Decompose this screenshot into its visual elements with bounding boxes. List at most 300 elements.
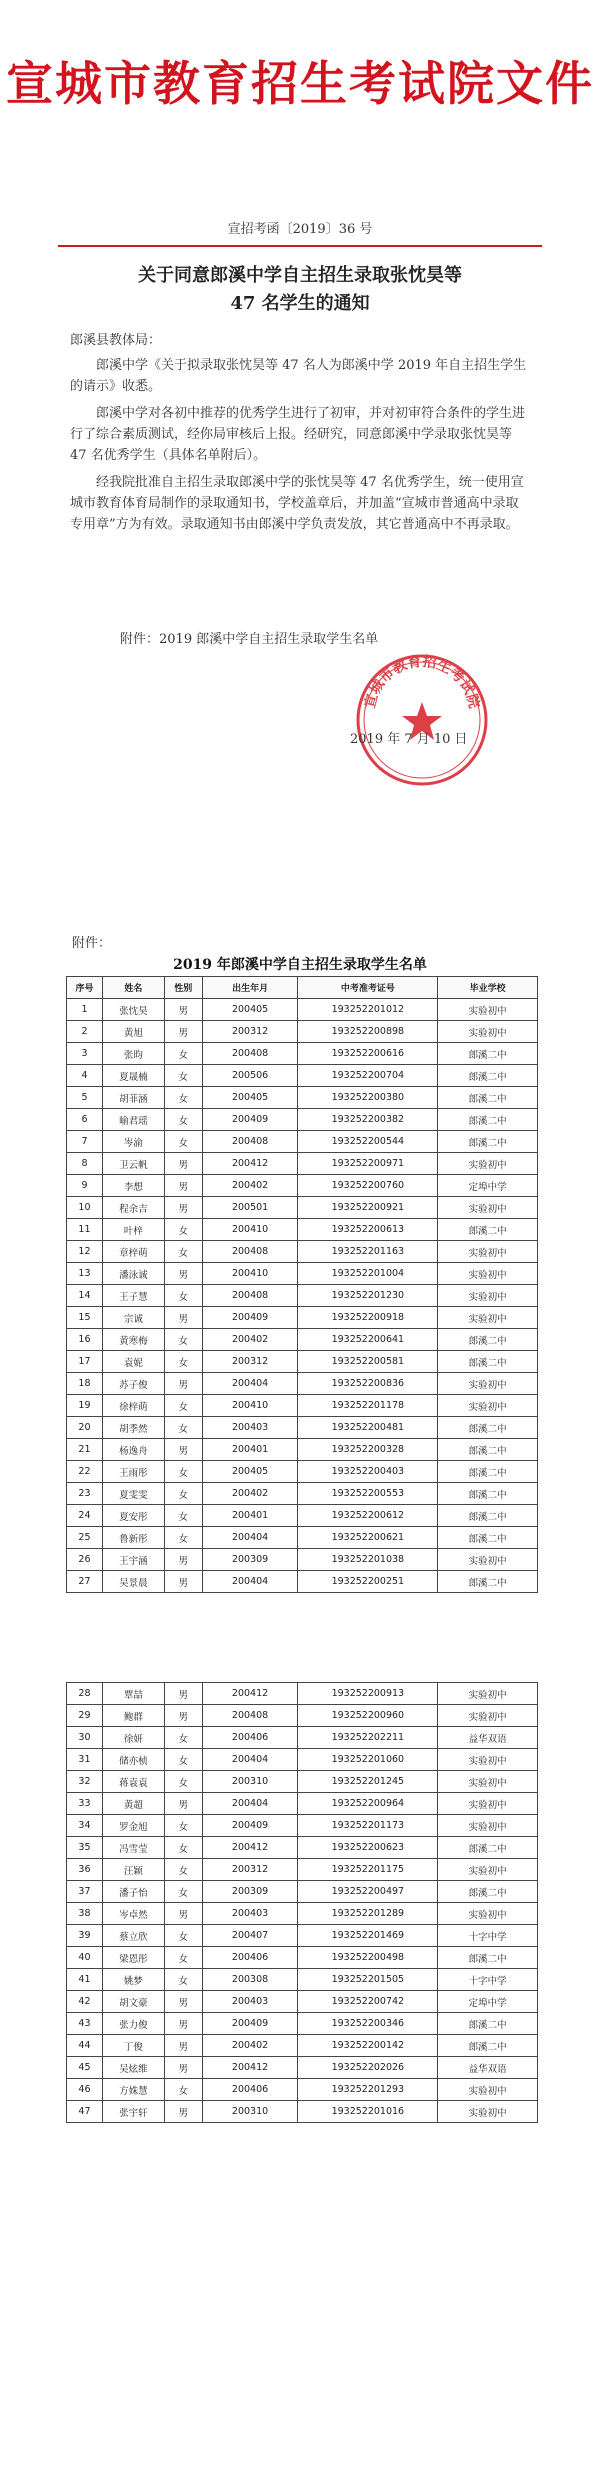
- cell-name: 李想: [102, 1175, 164, 1197]
- cell-name: 胡季然: [102, 1417, 164, 1439]
- cell-name: 程余吉: [102, 1197, 164, 1219]
- cell-school: 十字中学: [438, 1925, 538, 1947]
- cell-seq: 4: [67, 1065, 103, 1087]
- cell-birth: 200404: [202, 1749, 298, 1771]
- cell-birth: 200406: [202, 1947, 298, 1969]
- cell-birth: 200403: [202, 1991, 298, 2013]
- table-row: [67, 1925, 538, 1947]
- cell-name: 姚梦: [102, 1969, 164, 1991]
- table-row: [67, 1285, 538, 1307]
- cell-name: 杨逸舟: [102, 1439, 164, 1461]
- cell-birth: 200409: [202, 1307, 298, 1329]
- cell-name: 张宇轩: [102, 2101, 164, 2123]
- cell-name: 张昀: [102, 1043, 164, 1065]
- cell-exam-id: 193252200836: [298, 1373, 438, 1395]
- cell-gender: 男: [164, 1571, 202, 1593]
- cell-name: 徐妍: [102, 1727, 164, 1749]
- cell-gender: 女: [164, 1505, 202, 1527]
- list-title: 2019 年郎溪中学自主招生录取学生名单: [173, 957, 427, 973]
- cell-birth: 200408: [202, 1705, 298, 1727]
- table-row: [67, 1505, 538, 1527]
- cell-name: 方姝慧: [102, 2079, 164, 2101]
- cell-exam-id: 193252200641: [298, 1329, 438, 1351]
- document-number: 宣招考函〔2019〕36 号: [227, 222, 373, 237]
- cell-birth: 200402: [202, 1175, 298, 1197]
- cell-seq: 36: [67, 1859, 103, 1881]
- cell-school: 益华双语: [438, 1727, 538, 1749]
- cell-school: 实验初中: [438, 1793, 538, 1815]
- cell-exam-id: 193252200553: [298, 1483, 438, 1505]
- cell-seq: 7: [67, 1131, 103, 1153]
- cell-gender: 男: [164, 1175, 202, 1197]
- cell-birth: 200405: [202, 1461, 298, 1483]
- cell-exam-id: 193252200346: [298, 2013, 438, 2035]
- notice-page: [0, 0, 600, 900]
- cell-exam-id: 193252201230: [298, 1285, 438, 1307]
- cell-school: 益华双语: [438, 2057, 538, 2079]
- cell-gender: 女: [164, 1285, 202, 1307]
- cell-school: 郎溪二中: [438, 1505, 538, 1527]
- cell-birth: 200412: [202, 2057, 298, 2079]
- document-date: 2019 年 7 月 10 日: [350, 732, 468, 747]
- cell-exam-id: 193252201293: [298, 2079, 438, 2101]
- cell-seq: 16: [67, 1329, 103, 1351]
- cell-name: 喻君瑶: [102, 1109, 164, 1131]
- table-row: [67, 1969, 538, 1991]
- cell-exam-id: 193252201060: [298, 1749, 438, 1771]
- annex-page-2: [0, 1620, 600, 2486]
- table-row: [67, 1307, 538, 1329]
- table-row: [67, 1087, 538, 1109]
- table-row: [67, 1749, 538, 1771]
- cell-gender: 女: [164, 1065, 202, 1087]
- cell-seq: 38: [67, 1903, 103, 1925]
- cell-seq: 35: [67, 1837, 103, 1859]
- cell-school: 实验初中: [438, 1395, 538, 1417]
- table-row: [67, 1571, 538, 1593]
- cell-name: 卫云帆: [102, 1153, 164, 1175]
- table-row: [67, 1153, 538, 1175]
- cell-gender: 男: [164, 1439, 202, 1461]
- cell-gender: 男: [164, 1307, 202, 1329]
- cell-school: 实验初中: [438, 1197, 538, 1219]
- cell-exam-id: 193252200898: [298, 1021, 438, 1043]
- table-row: [67, 1219, 538, 1241]
- cell-name: 王子慧: [102, 1285, 164, 1307]
- annex-page-1: [0, 900, 600, 1620]
- student-table-part-1: [66, 976, 538, 1593]
- table-row: [67, 1131, 538, 1153]
- cell-birth: 200412: [202, 1153, 298, 1175]
- cell-birth: 200410: [202, 1263, 298, 1285]
- cell-school: 郎溪二中: [438, 1571, 538, 1593]
- cell-seq: 44: [67, 2035, 103, 2057]
- cell-name: 夏安彤: [102, 1505, 164, 1527]
- cell-exam-id: 193252202211: [298, 1727, 438, 1749]
- table-row: [67, 1903, 538, 1925]
- cell-gender: 女: [164, 1417, 202, 1439]
- cell-name: 宗诚: [102, 1307, 164, 1329]
- cell-birth: 200405: [202, 1087, 298, 1109]
- cell-gender: 女: [164, 1727, 202, 1749]
- cell-birth: 200308: [202, 1969, 298, 1991]
- cell-seq: 32: [67, 1771, 103, 1793]
- cell-gender: 女: [164, 1859, 202, 1881]
- table-row: [67, 1683, 538, 1705]
- header-school: 毕业学校: [438, 977, 538, 999]
- table-row: [67, 2035, 538, 2057]
- cell-name: 夏晟楠: [102, 1065, 164, 1087]
- header-seq: 序号: [67, 977, 103, 999]
- table-row: [67, 1527, 538, 1549]
- cell-exam-id: 193252200704: [298, 1065, 438, 1087]
- cell-exam-id: 193252201012: [298, 999, 438, 1021]
- cell-gender: 女: [164, 1351, 202, 1373]
- paragraph-1: 郎溪中学《关于拟录取张忱昊等 47 名人为郎溪中学 2019 年自主招生学生的请示》收悉。: [70, 358, 527, 394]
- official-seal-icon: [352, 650, 492, 790]
- cell-name: 吴炫维: [102, 2057, 164, 2079]
- cell-school: 实验初中: [438, 1263, 538, 1285]
- cell-birth: 200404: [202, 1793, 298, 1815]
- cell-birth: 200401: [202, 1439, 298, 1461]
- cell-gender: 男: [164, 1549, 202, 1571]
- cell-seq: 18: [67, 1373, 103, 1395]
- cell-gender: 男: [164, 1263, 202, 1285]
- cell-gender: 女: [164, 1749, 202, 1771]
- cell-name: 丁俊: [102, 2035, 164, 2057]
- cell-seq: 9: [67, 1175, 103, 1197]
- cell-exam-id: 193252200613: [298, 1219, 438, 1241]
- cell-school: 郎溪二中: [438, 1947, 538, 1969]
- cell-birth: 200412: [202, 1683, 298, 1705]
- cell-school: 实验初中: [438, 1285, 538, 1307]
- cell-seq: 23: [67, 1483, 103, 1505]
- cell-gender: 男: [164, 999, 202, 1021]
- cell-birth: 200406: [202, 2079, 298, 2101]
- cell-school: 郎溪二中: [438, 1329, 538, 1351]
- cell-birth: 200312: [202, 1859, 298, 1881]
- cell-name: 冯雪莹: [102, 1837, 164, 1859]
- cell-name: 储亦桢: [102, 1749, 164, 1771]
- cell-exam-id: 193252201175: [298, 1859, 438, 1881]
- cell-gender: 女: [164, 1483, 202, 1505]
- table-row: [67, 1043, 538, 1065]
- salutation: 郎溪县教体局：: [70, 333, 162, 348]
- cell-gender: 男: [164, 1197, 202, 1219]
- table-row: [67, 1439, 538, 1461]
- cell-seq: 1: [67, 999, 103, 1021]
- cell-birth: 200407: [202, 1925, 298, 1947]
- cell-seq: 6: [67, 1109, 103, 1131]
- cell-seq: 21: [67, 1439, 103, 1461]
- header-birth: 出生年月: [202, 977, 298, 999]
- cell-seq: 40: [67, 1947, 103, 1969]
- cell-school: 郎溪二中: [438, 1461, 538, 1483]
- cell-name: 黄超: [102, 1793, 164, 1815]
- cell-name: 潘子怡: [102, 1881, 164, 1903]
- cell-name: 岑渝: [102, 1131, 164, 1153]
- cell-gender: 男: [164, 1991, 202, 2013]
- table-row: [67, 1549, 538, 1571]
- table-row: [67, 2057, 538, 2079]
- cell-exam-id: 193252200544: [298, 1131, 438, 1153]
- cell-seq: 30: [67, 1727, 103, 1749]
- cell-school: 实验初中: [438, 1903, 538, 1925]
- table-row: [67, 1837, 538, 1859]
- cell-gender: 女: [164, 1131, 202, 1153]
- cell-school: 郎溪二中: [438, 1043, 538, 1065]
- table-row: [67, 1461, 538, 1483]
- cell-name: 梁恩彤: [102, 1947, 164, 1969]
- table-row: [67, 1021, 538, 1043]
- cell-school: 郎溪二中: [438, 1527, 538, 1549]
- cell-school: 郎溪二中: [438, 1417, 538, 1439]
- cell-exam-id: 193252200971: [298, 1153, 438, 1175]
- table-row: [67, 999, 538, 1021]
- cell-school: 实验初中: [438, 999, 538, 1021]
- cell-name: 鲁新彤: [102, 1527, 164, 1549]
- table-row: [67, 1373, 538, 1395]
- cell-gender: 女: [164, 1241, 202, 1263]
- cell-seq: 29: [67, 1705, 103, 1727]
- attachment-line: 附件：2019 郎溪中学自主招生录取学生名单: [120, 632, 379, 647]
- cell-seq: 22: [67, 1461, 103, 1483]
- cell-exam-id: 193252200612: [298, 1505, 438, 1527]
- cell-school: 实验初中: [438, 1683, 538, 1705]
- cell-gender: 女: [164, 1329, 202, 1351]
- cell-birth: 200404: [202, 1373, 298, 1395]
- cell-exam-id: 193252201289: [298, 1903, 438, 1925]
- cell-school: 郎溪二中: [438, 1881, 538, 1903]
- header-exam-id: 中考准考证号: [298, 977, 438, 999]
- table-row: [67, 1727, 538, 1749]
- cell-birth: 200405: [202, 999, 298, 1021]
- table-row: [67, 1351, 538, 1373]
- cell-gender: 男: [164, 1153, 202, 1175]
- cell-birth: 200506: [202, 1065, 298, 1087]
- cell-gender: 女: [164, 1837, 202, 1859]
- cell-gender: 女: [164, 1087, 202, 1109]
- document-header: 宣城市教育招生考试院文件: [6, 57, 594, 112]
- cell-exam-id: 193252201016: [298, 2101, 438, 2123]
- cell-exam-id: 193252201505: [298, 1969, 438, 1991]
- paragraph-3: 经我院批准自主招生录取郎溪中学的张忱昊等 47 名优秀学生，统一使用宣城市教育体育局制作的录取通知书，学校盖章后，并加盖“宣城市普通高中录取专用章”方为有效。录取通知书由郎溪中学负责发放，其它普通高中不再录取。: [70, 475, 524, 532]
- cell-exam-id: 193252200328: [298, 1439, 438, 1461]
- cell-seq: 15: [67, 1307, 103, 1329]
- cell-school: 实验初中: [438, 1705, 538, 1727]
- cell-name: 黄寒梅: [102, 1329, 164, 1351]
- cell-seq: 34: [67, 1815, 103, 1837]
- cell-school: 郎溪二中: [438, 1351, 538, 1373]
- cell-birth: 200404: [202, 1571, 298, 1593]
- table-row: [67, 1947, 538, 1969]
- cell-exam-id: 193252200913: [298, 1683, 438, 1705]
- cell-gender: 男: [164, 2035, 202, 2057]
- cell-seq: 39: [67, 1925, 103, 1947]
- cell-exam-id: 193252200251: [298, 1571, 438, 1593]
- cell-gender: 男: [164, 2057, 202, 2079]
- cell-name: 夏雯雯: [102, 1483, 164, 1505]
- cell-school: 郎溪二中: [438, 1087, 538, 1109]
- cell-exam-id: 193252200616: [298, 1043, 438, 1065]
- cell-school: 郎溪二中: [438, 1837, 538, 1859]
- cell-name: 吴景晨: [102, 1571, 164, 1593]
- cell-exam-id: 193252200918: [298, 1307, 438, 1329]
- cell-exam-id: 193252200964: [298, 1793, 438, 1815]
- cell-gender: 男: [164, 1683, 202, 1705]
- header-gender: 性别: [164, 977, 202, 999]
- cell-birth: 200403: [202, 1903, 298, 1925]
- cell-gender: 女: [164, 1969, 202, 1991]
- cell-school: 实验初中: [438, 1021, 538, 1043]
- cell-gender: 女: [164, 2079, 202, 2101]
- cell-exam-id: 193252200623: [298, 1837, 438, 1859]
- cell-school: 郎溪二中: [438, 1219, 538, 1241]
- table-row: [67, 2013, 538, 2035]
- cell-exam-id: 193252200921: [298, 1197, 438, 1219]
- table-row: [67, 1991, 538, 2013]
- table-row: [67, 1881, 538, 1903]
- table-header-row: [67, 977, 538, 999]
- cell-birth: 200309: [202, 1881, 298, 1903]
- cell-seq: 31: [67, 1749, 103, 1771]
- cell-gender: 女: [164, 1219, 202, 1241]
- seal-text: 宣城市教育招生考试院: [362, 653, 482, 711]
- cell-birth: 200402: [202, 1329, 298, 1351]
- cell-exam-id: 193252201245: [298, 1771, 438, 1793]
- header-name: 姓名: [102, 977, 164, 999]
- cell-exam-id: 193252200481: [298, 1417, 438, 1439]
- cell-seq: 11: [67, 1219, 103, 1241]
- cell-gender: 男: [164, 1903, 202, 1925]
- cell-birth: 200403: [202, 1417, 298, 1439]
- table-row: [67, 1329, 538, 1351]
- cell-seq: 25: [67, 1527, 103, 1549]
- cell-gender: 男: [164, 1373, 202, 1395]
- table-row: [67, 1065, 538, 1087]
- cell-seq: 3: [67, 1043, 103, 1065]
- cell-school: 实验初中: [438, 1815, 538, 1837]
- table-row: [67, 1197, 538, 1219]
- cell-school: 实验初中: [438, 1859, 538, 1881]
- cell-birth: 200501: [202, 1197, 298, 1219]
- cell-name: 张忱昊: [102, 999, 164, 1021]
- cell-name: 罗金旭: [102, 1815, 164, 1837]
- cell-school: 实验初中: [438, 1153, 538, 1175]
- cell-seq: 47: [67, 2101, 103, 2123]
- cell-name: 鲍群: [102, 1705, 164, 1727]
- table-row: [67, 1815, 538, 1837]
- cell-birth: 200409: [202, 2013, 298, 2035]
- cell-exam-id: 193252202026: [298, 2057, 438, 2079]
- svg-text:宣城市教育招生考试院: [361, 653, 483, 710]
- cell-school: 郎溪二中: [438, 2035, 538, 2057]
- cell-birth: 200312: [202, 1021, 298, 1043]
- table-row: [67, 1859, 538, 1881]
- cell-name: 王宇涵: [102, 1549, 164, 1571]
- table-row: [67, 1483, 538, 1505]
- cell-school: 郎溪二中: [438, 2013, 538, 2035]
- cell-name: 蔡立欣: [102, 1925, 164, 1947]
- cell-seq: 5: [67, 1087, 103, 1109]
- cell-gender: 女: [164, 1815, 202, 1837]
- cell-name: 袁妮: [102, 1351, 164, 1373]
- cell-exam-id: 193252201469: [298, 1925, 438, 1947]
- cell-birth: 200402: [202, 2035, 298, 2057]
- cell-exam-id: 193252201163: [298, 1241, 438, 1263]
- document-title: [60, 262, 540, 318]
- cell-birth: 200401: [202, 1505, 298, 1527]
- cell-gender: 男: [164, 2013, 202, 2035]
- cell-birth: 200409: [202, 1815, 298, 1837]
- cell-gender: 男: [164, 1021, 202, 1043]
- cell-seq: 20: [67, 1417, 103, 1439]
- cell-seq: 19: [67, 1395, 103, 1417]
- cell-name: 覃喆: [102, 1683, 164, 1705]
- cell-school: 定埠中学: [438, 1991, 538, 2013]
- cell-school: 郎溪二中: [438, 1065, 538, 1087]
- cell-gender: 女: [164, 1527, 202, 1549]
- cell-exam-id: 193252200760: [298, 1175, 438, 1197]
- table-row: [67, 2079, 538, 2101]
- cell-school: 实验初中: [438, 1373, 538, 1395]
- cell-seq: 14: [67, 1285, 103, 1307]
- cell-seq: 28: [67, 1683, 103, 1705]
- cell-birth: 200408: [202, 1285, 298, 1307]
- table-row: [67, 1395, 538, 1417]
- cell-name: 胡菲涵: [102, 1087, 164, 1109]
- paragraph-2: 郎溪中学对各初中推荐的优秀学生进行了初审，并对初审符合条件的学生进行了综合素质测试，经你局审核后上报。经研究，同意郎溪中学录取张忱昊等 47 名优秀学生（具体名单附后）。: [70, 406, 526, 463]
- title-line-1: 关于同意郎溪中学自主招生录取张忱昊等: [138, 265, 462, 286]
- table-row: [67, 1771, 538, 1793]
- cell-school: 实验初中: [438, 1307, 538, 1329]
- cell-seq: 46: [67, 2079, 103, 2101]
- annex-label: 附件：: [72, 936, 112, 951]
- student-table-part-2: [66, 1682, 538, 2123]
- cell-exam-id: 193252200621: [298, 1527, 438, 1549]
- cell-school: 实验初中: [438, 1241, 538, 1263]
- document-body: [70, 330, 530, 541]
- table-row: [67, 1417, 538, 1439]
- cell-gender: 女: [164, 1109, 202, 1131]
- cell-birth: 200402: [202, 1483, 298, 1505]
- cell-exam-id: 193252200498: [298, 1947, 438, 1969]
- cell-birth: 200309: [202, 1549, 298, 1571]
- cell-seq: 27: [67, 1571, 103, 1593]
- cell-name: 黄旭: [102, 1021, 164, 1043]
- cell-school: 郎溪二中: [438, 1483, 538, 1505]
- cell-name: 汪颖: [102, 1859, 164, 1881]
- cell-name: 张力俊: [102, 2013, 164, 2035]
- cell-seq: 13: [67, 1263, 103, 1285]
- cell-seq: 42: [67, 1991, 103, 2013]
- cell-seq: 41: [67, 1969, 103, 1991]
- table-row: [67, 1175, 538, 1197]
- cell-seq: 43: [67, 2013, 103, 2035]
- cell-name: 王雨彤: [102, 1461, 164, 1483]
- cell-gender: 女: [164, 1925, 202, 1947]
- table-row: [67, 1241, 538, 1263]
- cell-birth: 200406: [202, 1727, 298, 1749]
- cell-exam-id: 193252200403: [298, 1461, 438, 1483]
- cell-exam-id: 193252200142: [298, 2035, 438, 2057]
- cell-birth: 200410: [202, 1395, 298, 1417]
- cell-exam-id: 193252201038: [298, 1549, 438, 1571]
- cell-school: 十字中学: [438, 1969, 538, 1991]
- cell-gender: 女: [164, 1461, 202, 1483]
- cell-gender: 女: [164, 1395, 202, 1417]
- cell-birth: 200412: [202, 1837, 298, 1859]
